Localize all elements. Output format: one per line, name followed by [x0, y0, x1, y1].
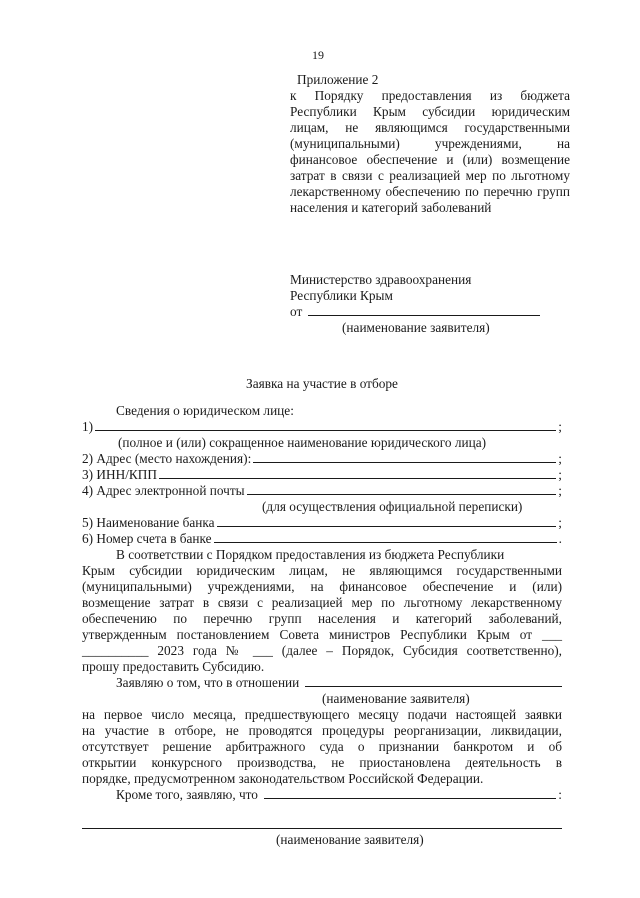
field4-caption: (для осуществления официальной переписки): [262, 499, 523, 514]
field6-row: [82, 531, 562, 547]
para1-line1: В соответствии с Порядком предоставления из бюджета Республики: [116, 547, 505, 562]
paragraph-request: [82, 547, 562, 675]
addressee-line1: Министерство здравоохранения: [290, 272, 472, 287]
field1-caption: (полное и (или) сокращенное наименование юридического лица): [117, 435, 487, 450]
field4-row: [82, 483, 562, 499]
field5-row: [82, 515, 562, 531]
appendix-block: [290, 72, 570, 216]
page-number: 19: [312, 48, 324, 62]
para4-caption: (наименование заявителя): [276, 832, 424, 847]
para2-label: Заявляю о том, что в отношении: [116, 675, 300, 690]
para4-row: [82, 787, 562, 803]
field3-end: ;: [558, 467, 562, 482]
addressee-from-row: [290, 304, 550, 320]
para3-line2: на участие в отборе, не проводятся процедуры реорганизации, ликвидации,: [82, 723, 562, 738]
addressee-from-field[interactable]: [308, 304, 540, 316]
field5-input[interactable]: [217, 515, 557, 527]
para1-line4: возмещение затрат в связи с реализацией мер по льготному лекарственному: [82, 595, 562, 610]
addressee-line2: Республики Крым: [290, 288, 393, 303]
field2-end: ;: [558, 451, 562, 466]
addressee-from-label: от: [290, 304, 303, 319]
form-intro: Сведения о юридическом лице:: [116, 403, 294, 418]
field1-end: ;: [558, 419, 562, 434]
form-fields: [82, 403, 562, 803]
field6-label: 6) Номер счета в банке: [82, 531, 212, 546]
field3-row: [82, 467, 562, 483]
para1-line7: __________ 2023 года № ___ (далее – Порядок, Субсидия соответственно),: [82, 643, 562, 658]
para4-continuation-line[interactable]: [82, 828, 562, 829]
field4-label: 4) Адрес электронной почты: [82, 483, 245, 498]
para4-end: :: [558, 787, 562, 802]
para3-line1: на первое число месяца, предшествующего месяцу подачи настоящей заявки: [82, 707, 562, 722]
para3-line5: порядке, предусмотренном законодательством Российской Федерации.: [82, 771, 484, 786]
para3-line4: открытии конкурсного производства, не приостановлена деятельность в: [82, 755, 562, 770]
field6-input[interactable]: [214, 531, 557, 543]
field5-end: ;: [558, 515, 562, 530]
field4-input[interactable]: [247, 483, 557, 495]
appendix-text: к Порядку предоставления из бюджета Республики Крым субсидии юридическим лицам, не являющимся государственными (муниципальными) учреждениями, на финансовое обеспечение и (или) возмещение затрат в связи с реализацией мер по льготному лекарственному обеспечению по перечню групп населения и категорий заболеваний: [290, 88, 570, 215]
field1-input[interactable]: [95, 419, 556, 431]
field6-end: .: [558, 531, 562, 546]
field5-label: 5) Наименование банка: [82, 515, 215, 530]
para2-row: [82, 675, 562, 691]
para1-line8: прошу предоставить Субсидию.: [82, 659, 265, 674]
field2-label: 2) Адрес (место нахождения):: [82, 451, 252, 466]
field2-input[interactable]: [253, 451, 556, 463]
addressee-from-caption: (наименование заявителя): [342, 320, 490, 335]
para4-input[interactable]: [264, 787, 556, 799]
para3-line3: отсутствует решение арбитражного суда о признании банкротом и об: [82, 739, 562, 754]
field2-row: [82, 451, 562, 467]
field1-row: [82, 419, 562, 435]
field1-label: 1): [82, 419, 94, 434]
para1-line6: утвержденным постановлением Совета министров Республики Крым от ___: [82, 627, 562, 642]
form-heading: Заявка на участие в отборе: [246, 376, 398, 391]
appendix-title: Приложение 2: [297, 72, 379, 87]
para4-label: Кроме того, заявляю, что: [116, 787, 258, 802]
paragraph-statement: [82, 707, 562, 787]
para1-line3: (муниципальными) учреждениями, на финансовое обеспечение и (или): [82, 579, 562, 594]
para2-input[interactable]: [305, 675, 562, 687]
addressee-block: [290, 272, 550, 336]
field4-end: ;: [558, 483, 562, 498]
para2-caption: (наименование заявителя): [322, 691, 470, 706]
field3-input[interactable]: [159, 467, 556, 479]
field3-label: 3) ИНН/КПП: [82, 467, 157, 482]
para1-line2: Крым субсидии юридическим лицам, не являющимся государственными: [82, 563, 562, 578]
para1-line5: обеспечению по перечню групп населения и категорий заболеваний,: [82, 611, 562, 626]
